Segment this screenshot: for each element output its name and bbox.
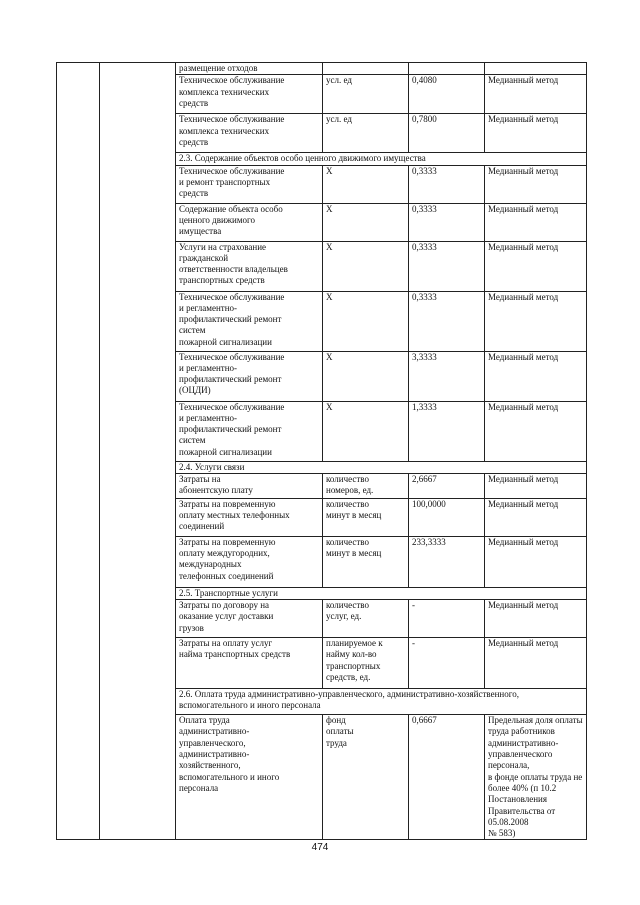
value-cell: 0,6667 (409, 715, 485, 840)
value-cell (409, 63, 485, 75)
unit-cell: Х (323, 203, 409, 241)
value-cell: 0,3333 (409, 203, 485, 241)
cost-name-cell: Техническое обслуживание и ремонт транспортных средств (176, 165, 323, 203)
cost-name-cell: Затраты на повременную оплату междугородних, международных телефонных соединений (176, 536, 323, 587)
method-cell: Медианный метод (485, 75, 587, 114)
cost-name-cell: Техническое обслуживание комплекса технических средств (176, 114, 323, 153)
cost-name-cell: Техническое обслуживание и регламентно- профилактический ремонт (ОЦДИ) (176, 351, 323, 401)
empty-col-1-cell (57, 63, 100, 840)
unit-cell: Х (323, 401, 409, 461)
unit-cell: фонд оплаты труда (323, 715, 409, 840)
value-cell: 1,3333 (409, 401, 485, 461)
method-cell: Медианный метод (485, 351, 587, 401)
unit-cell (323, 63, 409, 75)
value-cell: 2,6667 (409, 473, 485, 498)
method-cell: Медианный метод (485, 536, 587, 587)
cost-name-cell: Затраты по договору на оказание услуг доставки грузов (176, 600, 323, 638)
unit-cell: количество минут в месяц (323, 498, 409, 536)
value-cell: - (409, 600, 485, 638)
value-cell: 0,3333 (409, 291, 485, 351)
method-cell: Предельная доля оплаты труда работников административно- управленческого персонала, в фонде оплаты труда не более 40% (п 10.2 Постановления Правительства от 05.08.2008 № 583) (485, 715, 587, 840)
method-cell: Медианный метод (485, 291, 587, 351)
value-cell: - (409, 638, 485, 689)
value-cell: 0,4080 (409, 75, 485, 114)
unit-cell: Х (323, 291, 409, 351)
method-cell (485, 63, 587, 75)
method-cell: Медианный метод (485, 600, 587, 638)
unit-cell: количество минут в месяц (323, 536, 409, 587)
section-title-cell: 2.6. Оплата труда административно-управленческого, административно-хозяйственного, вспомогательного и иного персонала (176, 689, 587, 715)
cost-name-cell: размещение отходов (176, 63, 323, 75)
cost-name-cell: Содержание объекта особо ценного движимого имущества (176, 203, 323, 241)
page-number: 474 (311, 842, 329, 853)
cost-norms-table (56, 62, 587, 840)
cost-name-cell: Оплата труда административно- управленческого, административно- хозяйственного, вспомогательного и иного персонала (176, 715, 323, 840)
section-title-cell: 2.4. Услуги связи (176, 461, 587, 473)
cost-name-cell: Техническое обслуживание и регламентно- профилактический ремонт систем пожарной сигнализации (176, 401, 323, 461)
unit-cell: Х (323, 165, 409, 203)
table-row (57, 63, 587, 75)
cost-name-cell: Затраты на повременную оплату местных телефонных соединений (176, 498, 323, 536)
unit-cell: усл. ед (323, 75, 409, 114)
method-cell: Медианный метод (485, 638, 587, 689)
section-title-cell: 2.5. Транспортные услуги (176, 587, 587, 599)
value-cell: 100,0000 (409, 498, 485, 536)
cost-name-cell: Техническое обслуживание комплекса технических средств (176, 75, 323, 114)
value-cell: 3,3333 (409, 351, 485, 401)
cost-name-cell: Услуги на страхование гражданской ответственности владельцев транспортных средств (176, 241, 323, 291)
document-page (56, 62, 586, 840)
value-cell: 233,3333 (409, 536, 485, 587)
method-cell: Медианный метод (485, 165, 587, 203)
cost-name-cell: Затраты на абонентскую плату (176, 473, 323, 498)
value-cell: 0,7800 (409, 114, 485, 153)
unit-cell: планируемое к найму кол-во транспортных средств, ед. (323, 638, 409, 689)
method-cell: Медианный метод (485, 241, 587, 291)
cost-name-cell: Техническое обслуживание и регламентно- профилактический ремонт систем пожарной сигнализации (176, 291, 323, 351)
section-title-cell: 2.3. Содержание объектов особо ценного движимого имущества (176, 153, 587, 165)
unit-cell: количество услуг, ед. (323, 600, 409, 638)
empty-col-2-cell (100, 63, 176, 840)
method-cell: Медианный метод (485, 401, 587, 461)
method-cell: Медианный метод (485, 203, 587, 241)
method-cell: Медианный метод (485, 473, 587, 498)
unit-cell: Х (323, 351, 409, 401)
value-cell: 0,3333 (409, 165, 485, 203)
value-cell: 0,3333 (409, 241, 485, 291)
cost-name-cell: Затраты на оплату услуг найма транспортных средств (176, 638, 323, 689)
unit-cell: Х (323, 241, 409, 291)
method-cell: Медианный метод (485, 498, 587, 536)
unit-cell: усл. ед (323, 114, 409, 153)
method-cell: Медианный метод (485, 114, 587, 153)
unit-cell: количество номеров, ед. (323, 473, 409, 498)
